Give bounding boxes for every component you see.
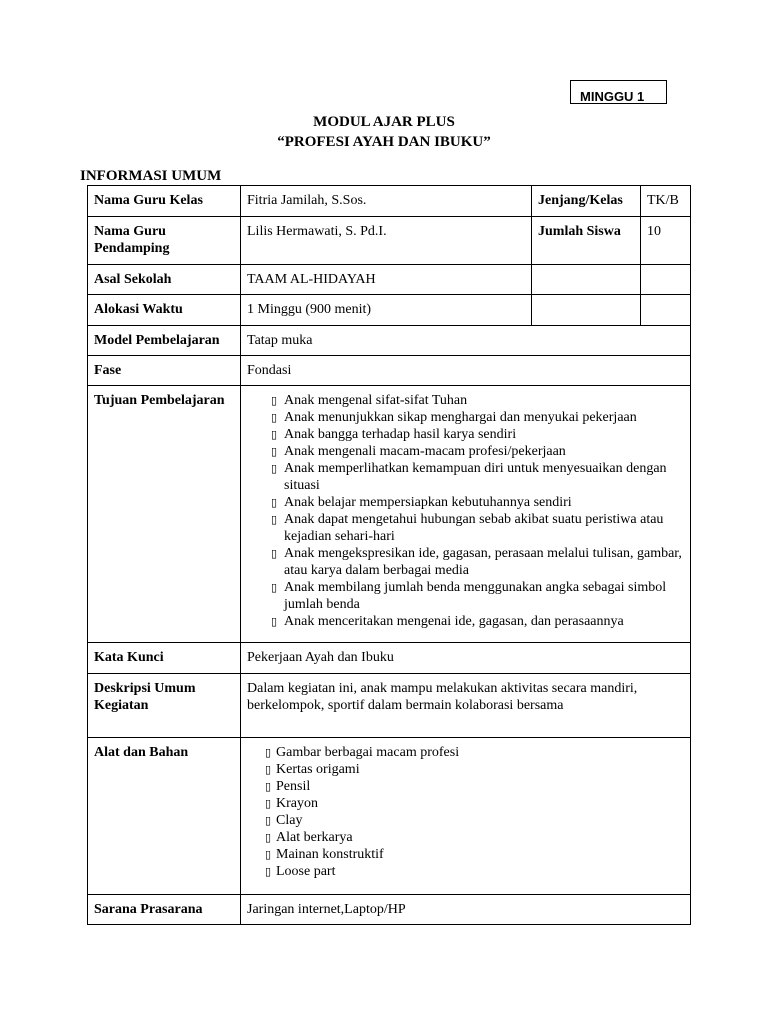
label-alokasi-waktu: Alokasi Waktu [88,295,241,326]
list-item: ▯ Alat berkarya [247,829,684,846]
list-item: ▯ Gambar berbagai macam profesi [247,744,684,761]
value-jumlah-siswa: 10 [641,217,691,265]
label-guru-pendamping: Nama Guru Pendamping [88,217,241,265]
tujuan-list [247,392,684,630]
empty-cell [532,295,641,326]
label-asal-sekolah: Asal Sekolah [88,265,241,295]
module-title: MODUL AJAR PLUS [313,114,455,130]
list-item: ▯ Anak memperlihatkan kemampuan diri untuk menyesuaikan dengan situasi [247,460,684,494]
value-alat-bahan [241,738,691,895]
value-deskripsi: Dalam kegiatan ini, anak mampu melakukan aktivitas secara mandiri, berkelompok, sportif dalam bermain kolaborasi bersama [241,674,691,738]
row-alokasi-waktu [88,295,691,326]
list-item: ▯ Krayon [247,795,684,812]
label-jumlah-siswa: Jumlah Siswa [532,217,641,265]
label-kata-kunci: Kata Kunci [88,643,241,674]
label-fase: Fase [88,356,241,386]
value-guru-pendamping: Lilis Hermawati, S. Pd.I. [241,217,532,265]
list-item: ▯ Kertas origami [247,761,684,778]
section-heading: INFORMASI UMUM [80,168,222,184]
row-tujuan [88,386,691,643]
alat-bahan-list [247,744,684,880]
label-deskripsi: Deskripsi Umum Kegiatan [88,674,241,738]
value-tujuan [241,386,691,643]
label-sarana: Sarana Prasarana [88,895,241,925]
empty-cell [641,265,691,295]
label-alat-bahan: Alat dan Bahan [88,738,241,895]
label-tujuan: Tujuan Pembelajaran [88,386,241,643]
row-model-pembelajaran [88,326,691,356]
label-guru-kelas: Nama Guru Kelas [88,186,241,217]
row-alat-bahan [88,738,691,895]
general-info-table [87,185,691,925]
value-sarana: Jaringan internet,Laptop/HP [241,895,691,925]
row-sarana [88,895,691,925]
value-model-pembelajaran: Tatap muka [241,326,691,356]
row-asal-sekolah [88,265,691,295]
list-item: ▯ Anak bangga terhadap hasil karya sendiri [247,426,684,443]
value-alokasi-waktu: 1 Minggu (900 menit) [241,295,532,326]
list-item: ▯ Anak mengenali macam-macam profesi/pekerjaan [247,443,684,460]
empty-cell [532,265,641,295]
value-fase: Fondasi [241,356,691,386]
value-asal-sekolah: TAAM AL-HIDAYAH [241,265,532,295]
value-jenjang-kelas: TK/B [641,186,691,217]
empty-cell [641,295,691,326]
list-item: ▯ Anak mengekspresikan ide, gagasan, perasaan melalui tulisan, gambar, atau karya dalam berbagai media [247,545,684,579]
row-guru-kelas [88,186,691,217]
label-jenjang-kelas: Jenjang/Kelas [532,186,641,217]
list-item: ▯ Anak belajar mempersiapkan kebutuhannya sendiri [247,494,684,511]
list-item: ▯ Mainan konstruktif [247,846,684,863]
week-label: MINGGU 1 [570,80,667,104]
label-model-pembelajaran: Model Pembelajaran [88,326,241,356]
list-item: ▯ Clay [247,812,684,829]
row-guru-pendamping [88,217,691,265]
list-item: ▯ Anak dapat mengetahui hubungan sebab akibat suatu peristiwa atau kejadian sehari-hari [247,511,684,545]
list-item: ▯ Pensil [247,778,684,795]
row-kata-kunci [88,643,691,674]
list-item: ▯ Anak menceritakan mengenai ide, gagasan, dan perasaannya [247,613,684,630]
list-item: ▯ Anak mengenal sifat-sifat Tuhan [247,392,684,409]
value-guru-kelas: Fitria Jamilah, S.Sos. [241,186,532,217]
row-deskripsi [88,674,691,738]
value-kata-kunci: Pekerjaan Ayah dan Ibuku [241,643,691,674]
list-item: ▯ Loose part [247,863,684,880]
list-item: ▯ Anak menunjukkan sikap menghargai dan menyukai pekerjaan [247,409,684,426]
list-item: ▯ Anak membilang jumlah benda menggunakan angka sebagai simbol jumlah benda [247,579,684,613]
module-subtitle: “PROFESI AYAH DAN IBUKU” [277,134,491,150]
row-fase [88,356,691,386]
